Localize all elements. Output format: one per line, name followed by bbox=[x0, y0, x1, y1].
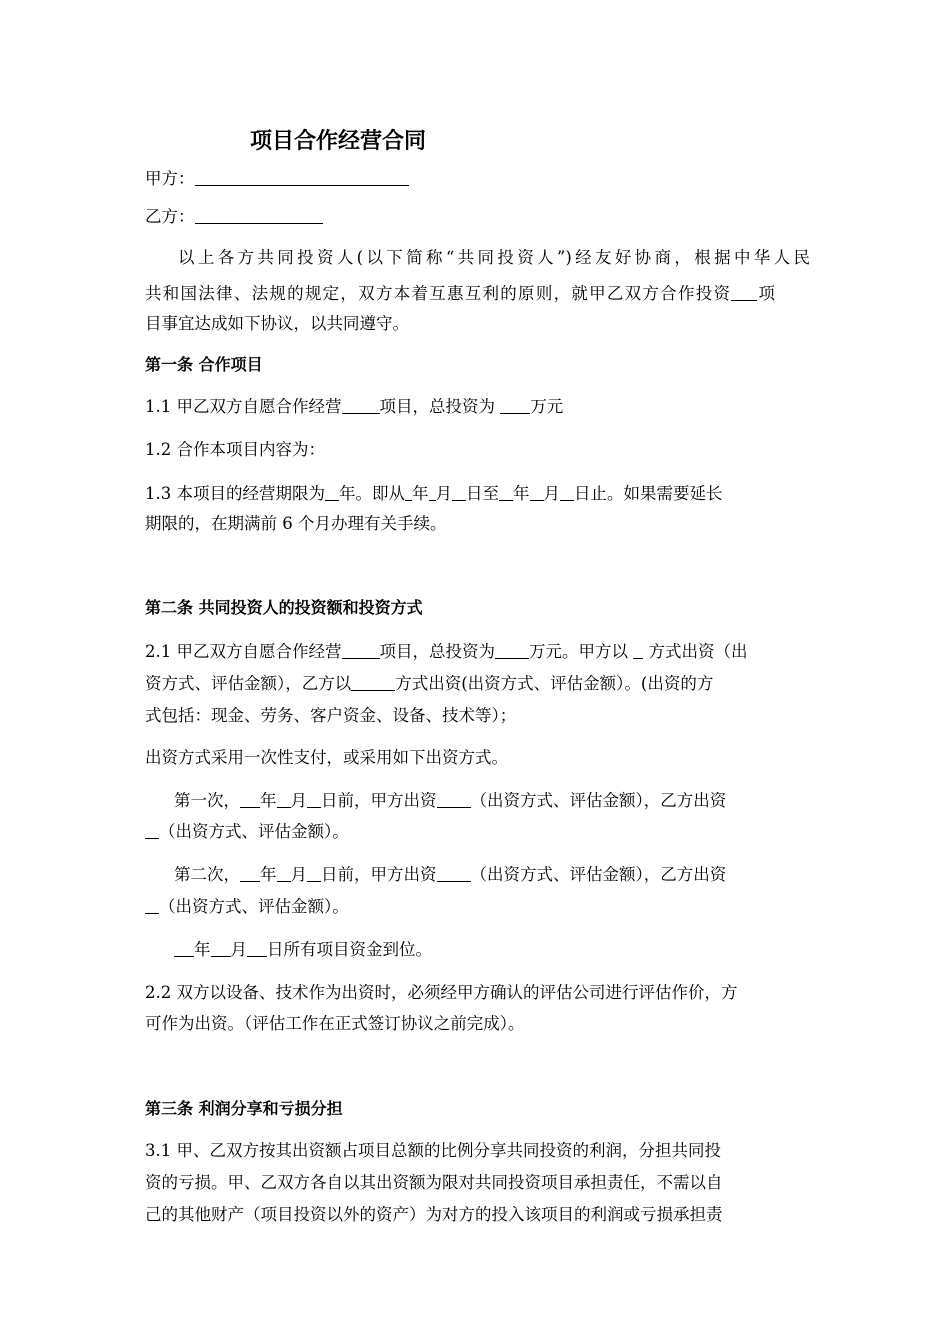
clause-3-1-line-3: 己的其他财产（项目投资以外的资产）为对方的投入该项目的利润或亏损承担责 bbox=[145, 1205, 723, 1224]
clause-3-1-line-1: 3.1 甲、乙双方按其出资额占项目总额的比例分享共同投资的利润，分担共同投 bbox=[145, 1141, 721, 1160]
payment-method: 出资方式采用一次性支付，或采用如下出资方式。 bbox=[145, 748, 508, 767]
clause-2-2-line-2: 可作为出资。（评估工作在正式签订协议之前完成）。 bbox=[145, 1014, 525, 1033]
party-b-line bbox=[145, 206, 810, 227]
project-blank bbox=[731, 284, 757, 301]
blank bbox=[500, 397, 530, 414]
article-2-heading: 第二条 共同投资人的投资额和投资方式 bbox=[145, 598, 423, 617]
party-a-blank bbox=[195, 169, 409, 186]
clause-2-1-line-1: 2.1 甲乙双方自愿合作经营 项目，总投资为 万元。甲方以 方式出资（出 bbox=[145, 642, 748, 661]
all-funds-line: 年 月 日所有项目资金到位。 bbox=[174, 939, 839, 960]
clause-1-1: 1.1 甲乙双方自愿合作经营 项目，总投资为 万元 bbox=[145, 397, 564, 416]
intro-line-1: 以上各方共同投资人(以下简称“共同投资人”)经友好协商，根据中华人民 bbox=[178, 248, 810, 267]
party-b-blank bbox=[195, 207, 323, 224]
intro-line-2: 共和国法律、法规的规定，双方本着互惠互利的原则，就甲乙双方合作投资 项 bbox=[145, 284, 776, 303]
clause-1-3-line-1: 1.3 本项目的经营期限为 年。即从 年 月 日至 年 月 日止。如果需要延长 bbox=[145, 484, 723, 503]
intro-line-3: 目事宜达成如下协议，以共同遵守。 bbox=[145, 314, 409, 333]
clause-2-2-line-1: 2.2 双方以设备、技术作为出资时，必须经甲方确认的评估公司进行评估作价，方 bbox=[145, 983, 738, 1002]
clause-3-1-line-2: 资的亏损。甲、乙双方各自以其出资额为限对共同投资项目承担责任，不需以自 bbox=[145, 1173, 723, 1192]
first-payment-line-1: 第一次， 年 月 日前，甲方出资 （出资方式、评估金额），乙方出资 bbox=[174, 791, 727, 810]
first-payment-line-2: （出资方式、评估金额）。 bbox=[145, 821, 810, 842]
clause-1-3-line-2: 期限的，在期满前 6 个月办理有关手续。 bbox=[145, 514, 447, 533]
clause-2-1-line-3: 式包括：现金、劳务、客户资金、设备、技术等）； bbox=[145, 706, 517, 725]
party-a-label: 甲方： bbox=[145, 169, 195, 188]
document-title: 项目合作经营合同 bbox=[250, 129, 427, 154]
second-payment-line-2: （出资方式、评估金额）。 bbox=[145, 896, 810, 917]
article-3-heading: 第三条 利润分享和亏损分担 bbox=[145, 1099, 343, 1118]
blank bbox=[342, 397, 380, 414]
second-payment-line-1: 第二次， 年 月 日前，甲方出资 （出资方式、评估金额），乙方出资 bbox=[174, 865, 727, 884]
clause-2-1-line-2: 资方式、评估金额），乙方以 方式出资(出资方式、评估金额）。(出资的方 bbox=[145, 674, 714, 693]
clause-1-2: 1.2 合作本项目内容为： bbox=[145, 440, 325, 459]
party-b-label: 乙方： bbox=[145, 207, 195, 226]
article-1-heading: 第一条 合作项目 bbox=[145, 355, 263, 374]
party-a-line bbox=[145, 168, 810, 189]
